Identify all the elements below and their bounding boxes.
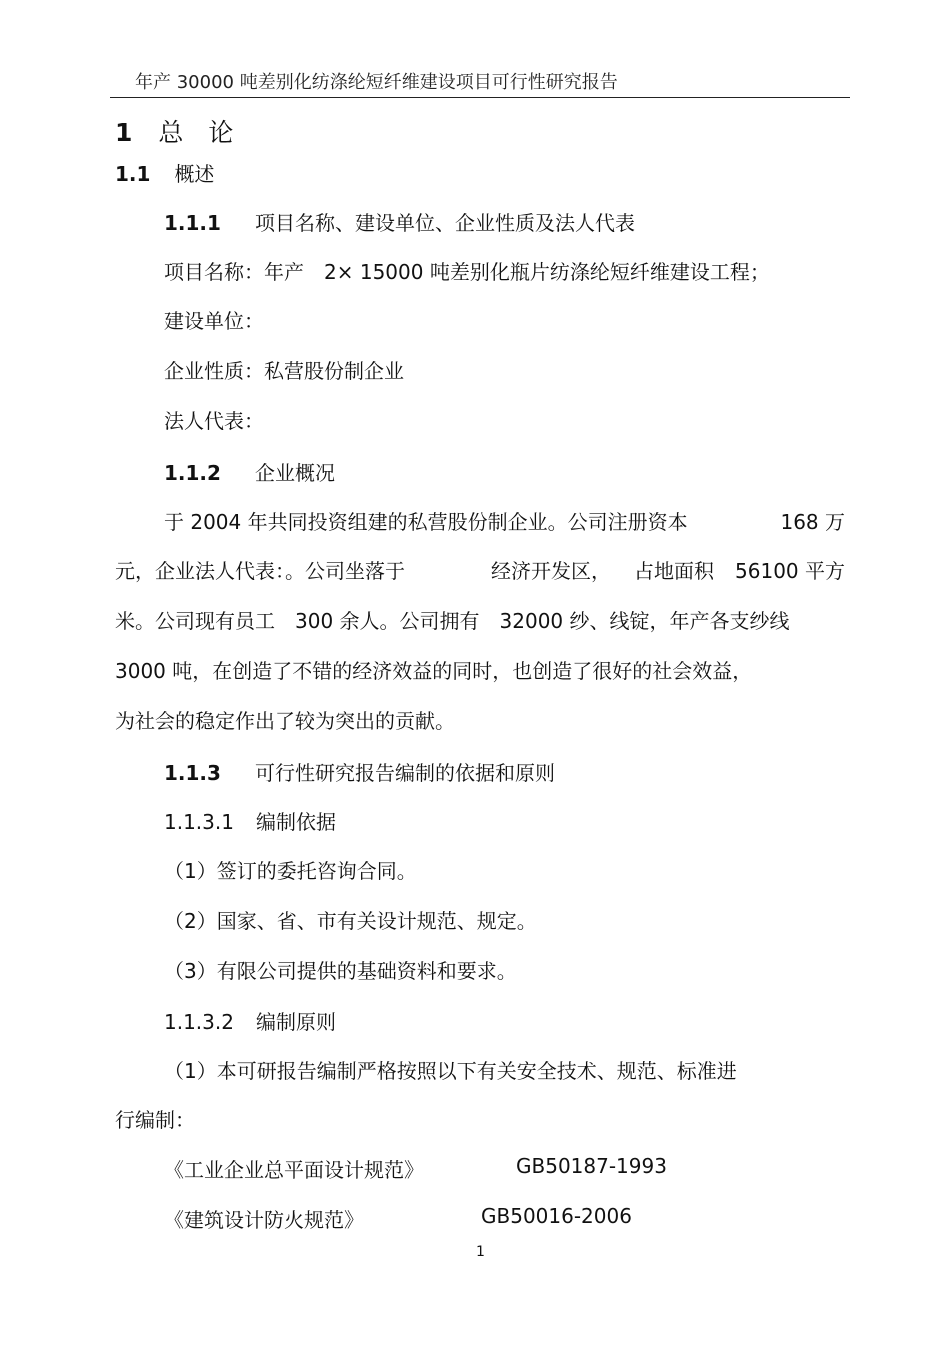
principle-heading: [164, 1006, 336, 1035]
basis-heading: [164, 806, 336, 835]
overview-line-2: [115, 555, 845, 581]
overview-text: 元，企业法人代表：。公司坐落于: [115, 559, 405, 583]
subsection-heading-3: [164, 757, 555, 786]
section-title: 概述: [174, 162, 215, 186]
chapter-number: 1: [115, 118, 133, 147]
overview-text: 经济开发区，: [491, 559, 611, 583]
chapter-title: 总 论: [158, 118, 234, 147]
standard-code: GB50016-2006: [481, 1204, 632, 1228]
section-number: 1.1: [115, 162, 151, 186]
overview-text: 占地面积: [634, 559, 714, 583]
overview-text: 于 2004 年共同投资组建的私营股份制企业。公司注册资本: [164, 510, 688, 534]
overview-line-5: 为社会的稳定作出了较为突出的贡献。: [115, 709, 455, 733]
principle-item-1-line-2: 行编制：: [115, 1108, 195, 1132]
standard-code: GB50187-1993: [516, 1154, 667, 1178]
legal-representative-line: 法人代表：: [164, 409, 264, 433]
standard-entry: [164, 1154, 724, 1180]
standard-name: 《工业企业总平面设计规范》: [164, 1158, 424, 1182]
overview-text: 56100 平方: [735, 559, 845, 583]
subsection-number: 1.1.3: [164, 761, 221, 785]
section-heading: [115, 158, 214, 187]
subsection-title: 项目名称、建设单位、企业性质及法人代表: [254, 211, 635, 235]
project-name-line: 项目名称：年产 2× 15000 吨差别化瓶片纺涤纶短纤维建设工程；: [164, 260, 770, 284]
subsection-heading-1: [164, 207, 635, 236]
standard-name: 《建筑设计防火规范》: [164, 1208, 364, 1232]
page-number: 1: [476, 1244, 485, 1260]
subsection-heading-2: [164, 457, 335, 486]
principle-number: 1.1.3.2: [164, 1010, 234, 1034]
overview-line-3: 米。公司现有员工 300 余人。公司拥有 32000 纱、线锭，年产各支纱线: [115, 609, 790, 633]
basis-item-2: （2）国家、省、市有关设计规范、规定。: [164, 909, 537, 933]
basis-title: 编制依据: [255, 810, 336, 834]
standard-entry: [164, 1204, 724, 1230]
basis-item-3: （3）有限公司提供的基础资料和要求。: [164, 959, 517, 983]
overview-text: 168 万: [780, 510, 845, 534]
header-rule: [110, 97, 850, 98]
enterprise-nature-line: 企业性质：私营股份制企业: [164, 359, 404, 383]
chapter-heading: [115, 113, 233, 149]
basis-number: 1.1.3.1: [164, 810, 234, 834]
subsection-title: 可行性研究报告编制的依据和原则: [254, 761, 555, 785]
principle-title: 编制原则: [255, 1010, 336, 1034]
subsection-title: 企业概况: [254, 461, 335, 485]
page-header: 年产 30000 吨差别化纺涤纶短纤维建设项目可行性研究报告: [135, 72, 618, 93]
subsection-number: 1.1.1: [164, 211, 221, 235]
construction-unit-line: 建设单位：: [164, 309, 264, 333]
overview-line-1: [164, 506, 845, 535]
basis-item-1: （1）签订的委托咨询合同。: [164, 859, 417, 883]
overview-line-4: 3000 吨，在创造了不错的经济效益的同时，也创造了很好的社会效益，: [115, 659, 753, 683]
principle-item-1-line-1: （1）本可研报告编制严格按照以下有关安全技术、规范、标准进: [164, 1059, 737, 1083]
subsection-number: 1.1.2: [164, 461, 221, 485]
